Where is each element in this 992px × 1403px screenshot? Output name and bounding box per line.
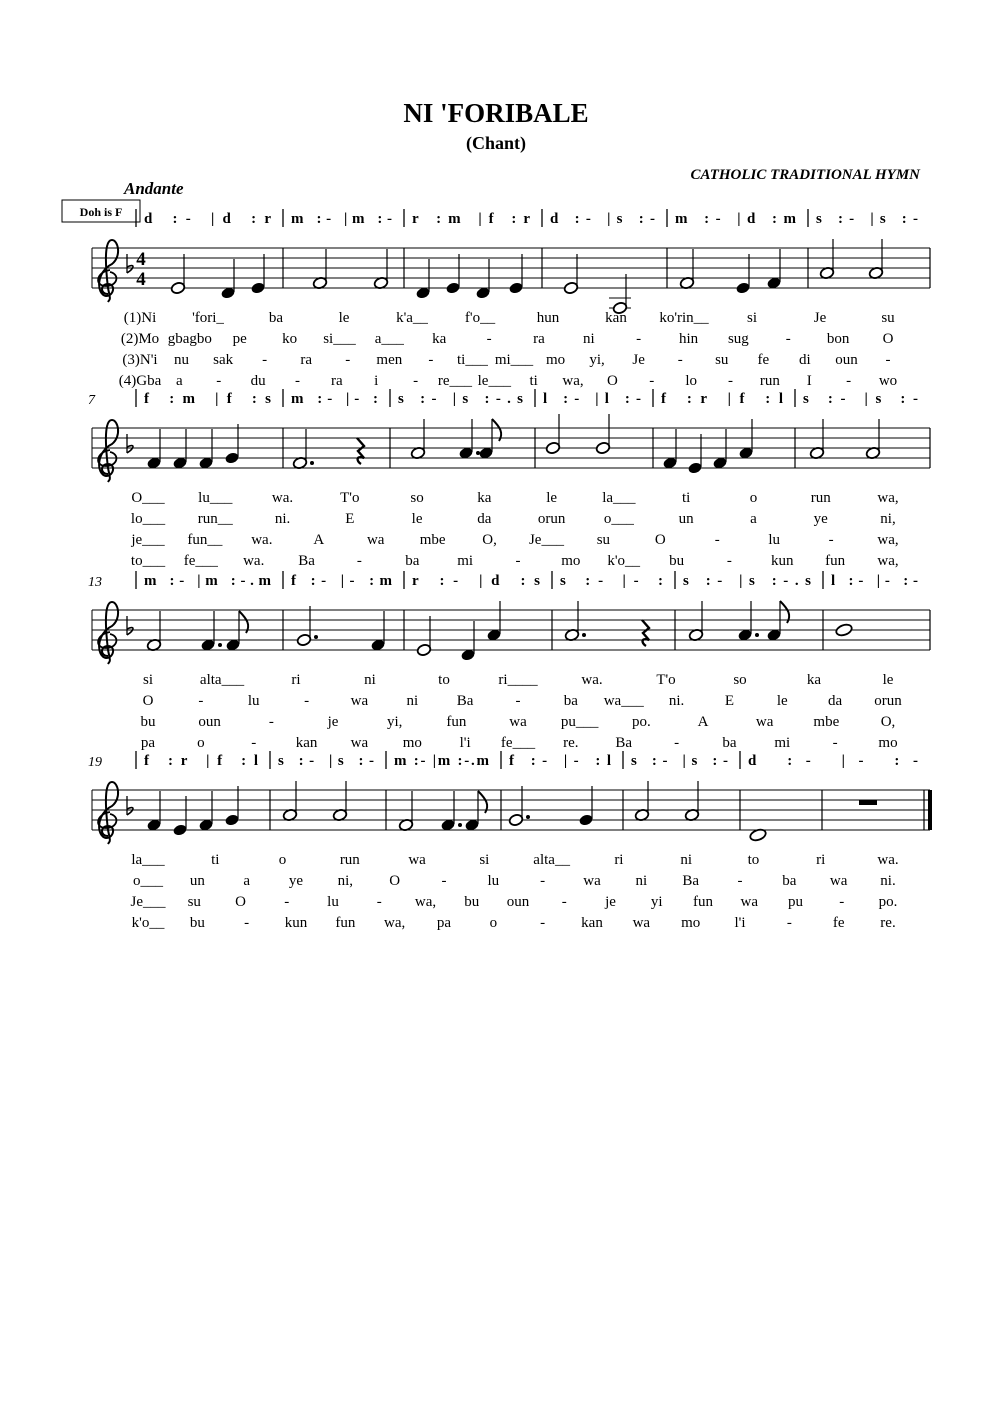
lyric-syllable: O xyxy=(389,873,401,889)
lyric-syllable: - xyxy=(376,894,382,910)
lyric-syllable: mo xyxy=(545,352,566,368)
lyric-syllable: kun xyxy=(284,915,308,931)
lyric-syllable: 'fori_ xyxy=(192,310,224,326)
lyric-syllable: E xyxy=(724,693,735,709)
lyric-syllable: wa xyxy=(632,915,651,931)
lyric-syllable: ba xyxy=(782,873,797,889)
lyric-syllable: ka xyxy=(806,672,822,688)
lyric-syllable: pe xyxy=(232,331,247,347)
lyric-syllable: wa xyxy=(583,873,601,889)
lyric-syllable: kan xyxy=(605,310,627,326)
lyric-syllable: f'o__ xyxy=(464,310,496,326)
lyric-syllable: - xyxy=(515,553,521,569)
lyric-syllable: wo xyxy=(878,373,898,389)
lyric-syllable: wa xyxy=(350,693,369,709)
lyric-syllable: a xyxy=(750,511,757,527)
lyric-syllable: je xyxy=(605,894,616,910)
lyric-syllable: ba xyxy=(722,735,737,751)
lyric-syllable: to___ xyxy=(130,553,166,569)
lyric-syllable: su xyxy=(596,532,611,548)
lyric-syllable: mbe xyxy=(813,714,840,730)
solfa-measure: m :- |m :- xyxy=(291,211,392,227)
lyric-syllable: re___ xyxy=(437,373,473,389)
lyric-syllable: k'a__ xyxy=(396,310,428,326)
lyric-syllable: - xyxy=(304,693,310,709)
lyric-syllable: o___ xyxy=(603,511,634,527)
lyric-syllable: wa xyxy=(408,852,426,868)
lyric-syllable: wa, xyxy=(877,532,899,548)
lyric-syllable: O xyxy=(142,693,154,709)
lyric-syllable: Ba xyxy=(298,553,315,569)
lyric-syllable: - xyxy=(540,873,546,889)
lyric-syllable: ye xyxy=(813,511,828,527)
lyric-syllable: - xyxy=(428,352,434,368)
lyric-syllable: - xyxy=(441,873,447,889)
lyric-syllable: - xyxy=(737,873,743,889)
lyric-syllable: hin xyxy=(678,331,699,347)
lyric-syllable: nu xyxy=(174,352,190,368)
lyric-syllable: fun__ xyxy=(187,532,223,548)
lyric-syllable: (4)Gba xyxy=(118,373,162,389)
lyric-syllable: orun xyxy=(537,511,566,527)
lyric-syllable: mbe xyxy=(419,532,446,548)
solfa-measure: f :m |f :s xyxy=(144,391,271,407)
lyric-syllable: wa xyxy=(350,735,369,751)
lyric-syllable: lu xyxy=(327,894,339,910)
lyric-syllable: ka xyxy=(432,331,447,347)
lyric-syllable: A xyxy=(697,714,709,730)
lyric-syllable: Ba xyxy=(615,735,633,751)
solfa-measure: s :- |s :-.s xyxy=(683,573,811,589)
lyric-syllable: - xyxy=(561,894,567,910)
lyric-syllable: Ba xyxy=(682,873,700,889)
lyric-syllable: wa. xyxy=(251,532,273,548)
hymn-subtitle: (Chant) xyxy=(465,133,527,153)
lyric-syllable: wa, xyxy=(877,553,899,569)
augmentation-dot xyxy=(218,643,222,647)
lyric-syllable: ba xyxy=(405,553,420,569)
solfa-measure: s :- |s :- xyxy=(631,753,728,769)
lyric-syllable: hun xyxy=(536,310,560,326)
lyric-syllable: l'i xyxy=(734,915,746,931)
lyric-syllable: - xyxy=(828,532,834,548)
solfa-measure: s :- |- : xyxy=(560,573,663,589)
lyric-syllable: mo xyxy=(878,735,898,751)
time-signature-bottom: 4 xyxy=(136,269,146,290)
lyric-syllable: I xyxy=(806,373,812,389)
lyric-syllable: - xyxy=(636,331,642,347)
lyric-syllable: - xyxy=(486,331,492,347)
lyric-syllable: Je___ xyxy=(528,532,564,548)
lyric-syllable: je___ xyxy=(131,532,165,548)
lyric-syllable: lu xyxy=(247,693,260,709)
lyric-syllable: - xyxy=(244,915,250,931)
lyric-syllable: ni. xyxy=(880,873,896,889)
lyric-syllable: ni xyxy=(680,852,693,868)
lyric-syllable: k'o__ xyxy=(131,915,165,931)
lyric-syllable: pu xyxy=(788,894,803,910)
lyric-syllable: si___ xyxy=(323,331,356,347)
augmentation-dot xyxy=(310,461,314,465)
lyric-syllable: l'i xyxy=(459,735,471,751)
lyric-syllable: - xyxy=(677,352,683,368)
lyric-syllable: wa. xyxy=(877,852,899,868)
measure-number: 19 xyxy=(88,755,102,770)
lyric-syllable: un xyxy=(678,511,694,527)
solfa-measure: f :r |f :l xyxy=(661,391,783,407)
lyric-syllable: wa___ xyxy=(603,693,644,709)
lyric-syllable: - xyxy=(674,735,680,751)
lyric-syllable: mo xyxy=(561,553,581,569)
flat-icon xyxy=(127,628,133,635)
lyric-syllable: T'o xyxy=(656,672,676,688)
lyric-syllable: po. xyxy=(631,714,651,730)
lyric-syllable: A xyxy=(313,532,325,548)
lyric-syllable: E xyxy=(345,511,355,527)
solfa-measure: f :- |- :l xyxy=(509,753,611,769)
time-signature-top: 4 xyxy=(136,249,146,270)
augmentation-dot xyxy=(582,633,586,637)
lyric-syllable: ba xyxy=(268,310,284,326)
augmentation-dot xyxy=(458,823,462,827)
lyric-syllable: fun xyxy=(825,553,846,569)
lyric-syllable: - xyxy=(294,373,300,389)
key-label: Doh is F xyxy=(79,205,123,219)
lyric-syllable: Je xyxy=(813,310,827,326)
solfa-measure: d :- |d :r xyxy=(144,211,271,227)
solfa-measure: f :- |- :m xyxy=(291,573,392,589)
lyric-syllable: ni, xyxy=(880,511,896,527)
lyric-syllable: ti xyxy=(682,490,691,506)
tempo-marking: Andante xyxy=(124,179,184,198)
lyric-syllable: mi___ xyxy=(494,352,534,368)
lyric-syllable: lu xyxy=(487,873,500,889)
lyric-syllable: mo xyxy=(402,735,422,751)
lyric-syllable: re. xyxy=(880,915,896,931)
lyric-syllable: wa xyxy=(755,714,774,730)
lyric-syllable: ni xyxy=(364,672,376,688)
lyric-syllable: - xyxy=(413,373,419,389)
lyric-syllable: le xyxy=(776,693,788,709)
measure-number: 13 xyxy=(88,575,102,590)
lyric-syllable: - xyxy=(284,894,290,910)
lyric-syllable: bu xyxy=(669,553,685,569)
lyric-syllable: ti xyxy=(211,852,220,868)
lyric-syllable: bu xyxy=(140,714,156,730)
lyric-syllable: O___ xyxy=(131,490,165,506)
lyric-syllable: mi xyxy=(774,735,791,751)
lyric-syllable: mo xyxy=(681,915,701,931)
lyric-syllable: ye xyxy=(288,873,304,889)
lyric-syllable: su xyxy=(881,310,895,326)
lyric-syllable: wa. xyxy=(271,490,294,506)
lyric-syllable: wa, xyxy=(877,490,899,506)
solfa-measure: s :- |s :- xyxy=(803,391,918,407)
lyric-syllable: ri xyxy=(614,852,624,868)
lyric-syllable: ra xyxy=(331,373,343,389)
lyric-syllable: - xyxy=(786,915,792,931)
lyric-syllable: - xyxy=(832,735,838,751)
solfa-measure: r :- |d :s xyxy=(412,573,540,589)
whole-rest-icon xyxy=(859,800,877,805)
solfa-measure: r :m |f :r xyxy=(412,211,530,227)
lyric-syllable: alta__ xyxy=(533,852,570,868)
lyric-syllable: ti___ xyxy=(457,352,488,368)
lyric-syllable: so xyxy=(733,672,747,688)
lyric-syllable: wa xyxy=(829,873,848,889)
lyric-syllable: oun xyxy=(835,352,858,368)
lyric-syllable: fe___ xyxy=(500,735,536,751)
lyric-syllable: bu xyxy=(189,915,205,931)
lyric-syllable: wa. xyxy=(243,553,265,569)
lyric-syllable: un xyxy=(189,873,205,889)
lyric-syllable: a xyxy=(243,873,251,889)
lyric-syllable: ni. xyxy=(668,693,685,709)
composer-credit: CATHOLIC TRADITIONAL HYMN xyxy=(690,167,920,183)
lyric-syllable: O xyxy=(882,331,894,347)
lyric-syllable: fun xyxy=(693,894,713,910)
lyric-syllable: o xyxy=(197,735,205,751)
lyric-syllable: ko'rin__ xyxy=(659,310,709,326)
lyric-syllable: o xyxy=(278,852,287,868)
flat-icon xyxy=(127,266,133,273)
lyric-syllable: da xyxy=(477,511,492,527)
lyric-syllable: - xyxy=(728,373,734,389)
lyric-syllable: yi, xyxy=(386,714,403,730)
lyric-syllable: - xyxy=(515,693,521,709)
lyric-syllable: - xyxy=(785,331,791,347)
lyric-syllable: mi xyxy=(457,553,474,569)
lyric-syllable: bon xyxy=(826,331,850,347)
lyric-syllable: ra xyxy=(300,352,313,368)
hymn-title: NI 'FORIBALE xyxy=(403,98,589,128)
lyric-syllable: - xyxy=(726,553,732,569)
lyric-syllable: le xyxy=(338,310,350,326)
lyric-syllable: la___ xyxy=(131,852,165,868)
lyric-syllable: fe xyxy=(757,352,770,368)
lyric-syllable: sak xyxy=(213,352,234,368)
augmentation-dot xyxy=(755,633,759,637)
lyric-syllable: su xyxy=(715,352,729,368)
lyric-syllable: run xyxy=(339,852,360,868)
lyric-syllable: po. xyxy=(878,894,898,910)
lyric-syllable: - xyxy=(356,553,362,569)
lyric-syllable: le xyxy=(546,490,558,506)
lyric-syllable: (2)Mo xyxy=(120,331,160,347)
lyric-syllable: o___ xyxy=(133,873,163,889)
lyric-syllable: wa, xyxy=(384,915,406,931)
lyric-syllable: lu xyxy=(768,532,780,548)
lyric-syllable: pu___ xyxy=(560,714,599,730)
lyric-syllable: so xyxy=(410,490,424,506)
lyric-syllable: fe___ xyxy=(183,553,218,569)
solfa-measure: s :- |s :- xyxy=(278,753,374,769)
lyric-syllable: kan xyxy=(581,915,603,931)
solfa-measure: s :- |s :-.s xyxy=(398,391,523,407)
lyric-syllable: je xyxy=(327,714,339,730)
lyric-syllable: ka xyxy=(477,490,492,506)
lyric-syllable: oun xyxy=(506,894,530,910)
lyric-syllable: fe xyxy=(832,915,845,931)
lyric-syllable: - xyxy=(251,735,257,751)
lyric-syllable: wa xyxy=(366,532,385,548)
lyric-syllable: ra xyxy=(533,331,545,347)
quarter-rest-icon xyxy=(642,620,649,646)
solfa-measure: d :- |- :- xyxy=(748,753,918,769)
lyric-syllable: to xyxy=(747,852,760,868)
lyric-syllable: - xyxy=(198,693,204,709)
lyric-syllable: O xyxy=(654,532,666,548)
lyric-syllable: ba xyxy=(563,693,578,709)
augmentation-dot xyxy=(476,451,480,455)
lyric-syllable: si xyxy=(479,852,490,868)
lyric-syllable: orun xyxy=(874,693,902,709)
lyric-syllable: lo xyxy=(685,373,697,389)
note-head xyxy=(835,623,853,637)
lyric-syllable: Je xyxy=(632,352,645,368)
lyric-syllable: le xyxy=(411,511,423,527)
lyric-syllable: fun xyxy=(335,915,356,931)
solfa-measure: m :- |m :-.m xyxy=(394,753,489,769)
lyric-syllable: da xyxy=(828,693,843,709)
lyric-syllable: run__ xyxy=(197,511,233,527)
lyric-syllable: la___ xyxy=(602,490,636,506)
lyric-syllable: le___ xyxy=(477,373,511,389)
measure-number: 7 xyxy=(88,393,95,408)
lyric-syllable: lu___ xyxy=(198,490,233,506)
solfa-measure: m :- |m :-.m xyxy=(144,573,271,589)
solfa-measure: l :- |- :- xyxy=(831,573,918,589)
lyric-syllable: gbagbo xyxy=(167,331,212,347)
lyric-syllable: si xyxy=(746,310,758,326)
lyric-syllable: ko xyxy=(282,331,298,347)
lyric-syllable: O xyxy=(606,373,618,389)
lyric-syllable: le xyxy=(882,672,894,688)
quarter-rest-icon xyxy=(357,438,364,464)
lyric-syllable: wa, xyxy=(562,373,584,389)
lyric-syllable: ni xyxy=(406,693,419,709)
lyric-syllable: pa xyxy=(436,915,452,931)
lyric-syllable: wa xyxy=(740,894,758,910)
lyric-syllable: yi xyxy=(650,894,663,910)
lyric-syllable: - xyxy=(345,352,351,368)
lyric-syllable: (3)N'i xyxy=(122,352,158,368)
music-systems xyxy=(88,209,930,931)
lyric-syllable: - xyxy=(714,532,720,548)
lyric-syllable: - xyxy=(885,352,891,368)
augmentation-dot xyxy=(314,635,318,639)
lyric-syllable: ri xyxy=(291,672,301,688)
lyric-syllable: - xyxy=(262,352,268,368)
lyric-syllable: run xyxy=(810,490,831,506)
solfa-measure: m :- |- : xyxy=(291,391,378,407)
lyric-syllable: ri____ xyxy=(498,672,538,688)
lyric-syllable: su xyxy=(187,894,201,910)
solfa-measure: s :- |s :- xyxy=(816,211,918,227)
lyric-syllable: a___ xyxy=(374,331,404,347)
lyric-syllable: kun xyxy=(771,553,794,569)
lyric-syllable: run xyxy=(759,373,780,389)
lyric-syllable: O xyxy=(235,894,246,910)
lyric-syllable: (1)Ni xyxy=(123,310,157,326)
lyric-syllable: yi, xyxy=(589,352,605,368)
solfa-measure: m :- |d :m xyxy=(675,211,796,227)
lyric-syllable: bu xyxy=(464,894,480,910)
lyric-syllable: a xyxy=(176,373,183,389)
lyric-syllable: to xyxy=(438,672,450,688)
solfa-measure: l :- |l :- xyxy=(543,391,641,407)
solfa-measure: f :r |f :l xyxy=(144,753,258,769)
lyric-syllable: O, xyxy=(482,532,497,548)
lyric-syllable: lo___ xyxy=(130,511,166,527)
lyric-syllable: - xyxy=(649,373,655,389)
lyric-syllable: ni, xyxy=(337,873,354,889)
lyric-syllable: oun xyxy=(198,714,221,730)
lyric-syllable: o xyxy=(749,490,758,506)
lyric-syllable: - xyxy=(540,915,546,931)
lyric-syllable: si xyxy=(142,672,154,688)
lyric-syllable: ni xyxy=(582,331,595,347)
augmentation-dot xyxy=(526,815,530,819)
lyric-syllable: o xyxy=(489,915,498,931)
lyric-syllable: - xyxy=(216,373,222,389)
lyric-syllable: di xyxy=(799,352,811,368)
lyric-syllable: k'o__ xyxy=(607,553,641,569)
lyric-syllable: - xyxy=(268,714,274,730)
solfa-measure: d :- |s :- xyxy=(550,211,655,227)
lyric-syllable: re. xyxy=(563,735,579,751)
lyric-syllable: sug xyxy=(727,331,749,347)
lyric-syllable: wa, xyxy=(414,894,437,910)
lyric-syllable: - xyxy=(839,894,845,910)
lyric-syllable: kan xyxy=(295,735,318,751)
lyric-syllable: fun xyxy=(446,714,467,730)
flat-icon xyxy=(127,446,133,453)
lyric-syllable: wa xyxy=(509,714,527,730)
lyric-syllable: i xyxy=(374,373,379,389)
lyric-syllable: ti xyxy=(529,373,538,389)
lyric-syllable: Je___ xyxy=(130,894,166,910)
lyric-syllable: - xyxy=(846,373,852,389)
lyric-syllable: du xyxy=(250,373,266,389)
lyric-syllable: Ba xyxy=(456,693,474,709)
lyric-syllable: T'o xyxy=(340,490,360,506)
lyric-syllable: men xyxy=(376,352,403,368)
lyric-syllable: pa xyxy=(140,735,156,751)
lyric-syllable: ni. xyxy=(274,511,291,527)
lyric-syllable: ni xyxy=(635,873,648,889)
flat-icon xyxy=(127,808,133,815)
lyric-syllable: wa. xyxy=(581,672,603,688)
lyric-syllable: ri xyxy=(816,852,826,868)
lyric-syllable: alta___ xyxy=(199,672,245,688)
lyric-syllable: O, xyxy=(880,714,896,730)
